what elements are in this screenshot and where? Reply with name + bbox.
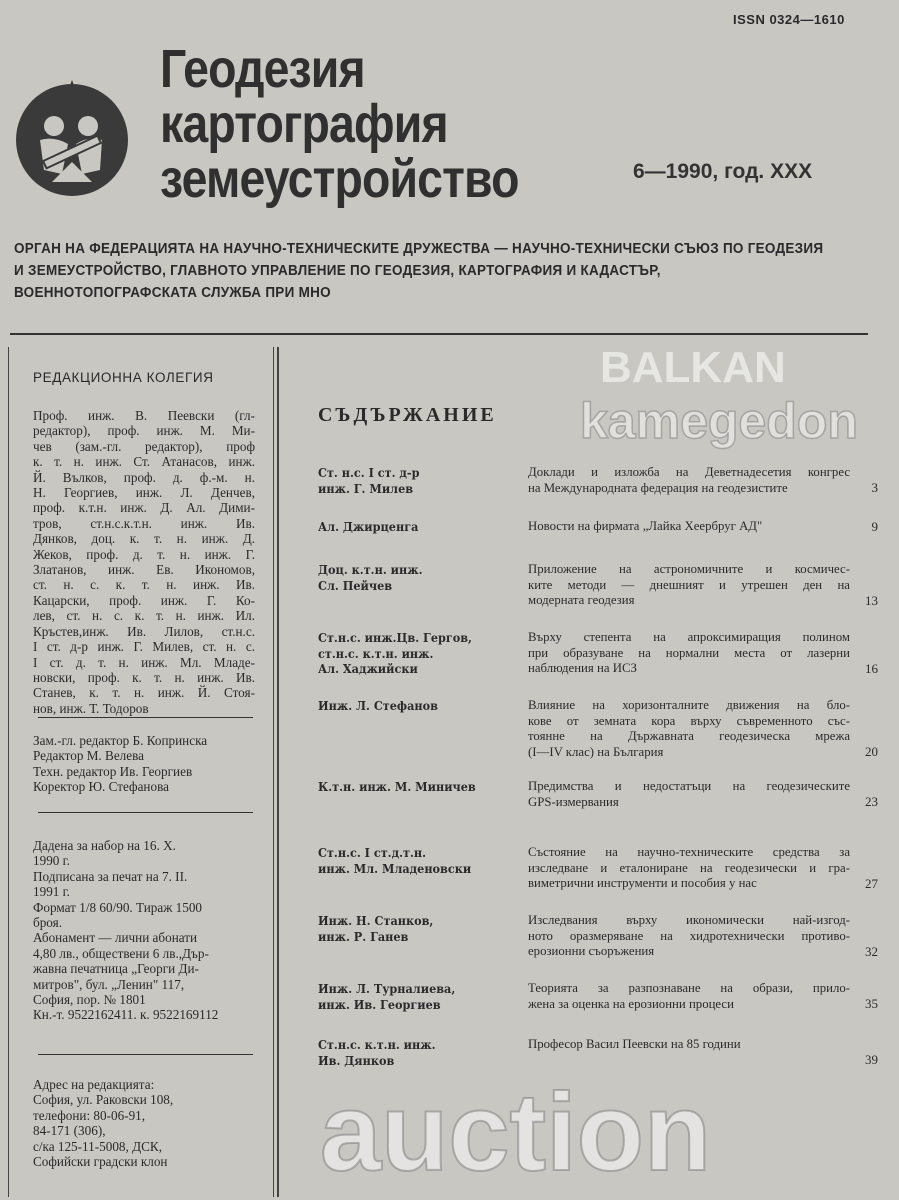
author-line: Ал. Джирценга bbox=[318, 519, 419, 534]
toc-article-title bbox=[528, 698, 850, 760]
text-line: Техн. редактор Ив. Георгиев bbox=[33, 763, 193, 779]
toc-authors bbox=[318, 630, 498, 677]
text-line: Адрес на редакцията: bbox=[33, 1077, 155, 1092]
toc-page-number: 23 bbox=[865, 794, 878, 809]
toc-article-title bbox=[528, 519, 850, 535]
journal-title-line-1: Геодезия bbox=[160, 39, 365, 99]
toc-page-number: 35 bbox=[865, 996, 878, 1011]
text-line: София, ул. Раковски 108, bbox=[33, 1092, 174, 1108]
text-line: 1990 г. bbox=[33, 853, 70, 869]
toc-authors bbox=[318, 562, 498, 593]
toc-authors bbox=[318, 845, 498, 876]
title-line: кове от земната кора върху съвременното със- bbox=[528, 713, 850, 728]
text-line: нов, инж. Т. Тодоров bbox=[33, 700, 149, 716]
title-line: Доклади и изложба на Деветнадесетия конгрес bbox=[528, 465, 850, 479]
text-line: Формат 1/8 60/90. Тираж 1500 bbox=[33, 899, 203, 915]
text-line: ст. н. с. к. т. н. инж. Ив. bbox=[33, 577, 255, 593]
text-line: митров", бул. „Ленин" 117, bbox=[33, 976, 185, 992]
toc-page-number: 16 bbox=[865, 660, 878, 676]
text-line: Кръстев,инж. Ив. Лилов, ст.н.с. bbox=[33, 623, 255, 639]
toc-page-number: 27 bbox=[865, 875, 878, 891]
text-line: чев (зам.-гл. редактор), проф bbox=[33, 438, 255, 454]
text-line: редактор), проф. инж. М. Ми- bbox=[33, 423, 255, 439]
title-line: Приложение на астрономичните и космичес- bbox=[528, 562, 850, 576]
author-line: инж. Ив. Георгиев bbox=[318, 996, 441, 1012]
toc-article-title bbox=[528, 913, 850, 960]
text-line: Зам.-гл. редактор Б. Копринска bbox=[33, 733, 208, 748]
toc-entry[interactable] bbox=[318, 562, 878, 609]
toc-authors bbox=[318, 1037, 498, 1068]
watermark: auction bbox=[320, 1071, 712, 1194]
title-line: ерозионни съоръжения bbox=[528, 944, 655, 958]
editorial-board-list bbox=[33, 408, 255, 716]
text-line: I ст. д-р инж. Г. Милев, ст. н. с. bbox=[33, 639, 255, 655]
toc-entry[interactable] bbox=[318, 630, 878, 677]
toc-entry[interactable] bbox=[318, 913, 878, 960]
toc-entry[interactable] bbox=[318, 845, 878, 892]
text-line: Редактор М. Велева bbox=[33, 748, 145, 764]
text-line: проф. к.т.н. инж. Д. Ал. Дими- bbox=[33, 500, 255, 516]
toc-page-number: 20 bbox=[865, 744, 878, 759]
text-line: с/ка 125-11-5008, ДСК, bbox=[33, 1138, 162, 1154]
editorial-staff bbox=[33, 733, 255, 795]
author-line: Ст.н.с. к.т.н. инж. bbox=[318, 1037, 436, 1052]
title-line: ното оразмеряване на хидротехнически противо- bbox=[528, 928, 850, 943]
author-line: Инж. Н. Станков, bbox=[318, 913, 434, 928]
text-line: жавна печатница „Георги Ди- bbox=[33, 961, 199, 977]
toc-article-title bbox=[528, 562, 850, 609]
toc-authors bbox=[318, 981, 498, 1012]
text-line: тров, ст.н.с.к.т.н. инж. Ив. bbox=[33, 515, 255, 531]
text-line: новски, проф. к. т. н. инж. Ив. bbox=[33, 669, 255, 685]
text-line: I ст. д. т. н. инж. Мл. Младе- bbox=[33, 654, 255, 670]
toc-page-number: 32 bbox=[865, 943, 878, 959]
text-line: Абонамент — лични абонати bbox=[33, 930, 198, 946]
text-line: броя. bbox=[33, 915, 63, 931]
title-line: виметрични инструменти и пособия у нас bbox=[528, 876, 757, 890]
watermark: kamegedon bbox=[580, 393, 858, 449]
toc-authors bbox=[318, 698, 498, 714]
editorial-address bbox=[33, 1077, 255, 1169]
title-line: модерната геодезия bbox=[528, 593, 635, 607]
text-line: лев, ст. н. с. к. т. н. инж. Ил. bbox=[33, 608, 255, 624]
author-line: Ив. Дянков bbox=[318, 1052, 395, 1068]
title-line: Професор Васил Пеевски на 85 години bbox=[528, 1037, 741, 1051]
text-line: к. т. н. инж. Ст. Атанасов, инж. bbox=[33, 454, 255, 470]
toc-article-title bbox=[528, 465, 850, 496]
title-line: ките методи — днешният и утрешен ден на bbox=[528, 577, 850, 592]
toc-page-number: 39 bbox=[865, 1052, 878, 1067]
title-line: наблюдения на ИСЗ bbox=[528, 661, 637, 675]
text-line: 1991 г. bbox=[33, 884, 70, 900]
toc-entry[interactable] bbox=[318, 465, 878, 496]
divider bbox=[38, 1054, 253, 1055]
text-line: 4,80 лв., обществени 6 лв.,Дър- bbox=[33, 945, 209, 961]
toc-entry[interactable] bbox=[318, 519, 878, 535]
author-line: ст.н.с. к.т.н. инж. bbox=[318, 645, 434, 661]
author-line: Инж. Л. Стефанов bbox=[318, 698, 438, 713]
editorial-board-heading: РЕДАКЦИОННА КОЛЕГИЯ bbox=[33, 370, 214, 385]
toc-entry[interactable] bbox=[318, 1037, 878, 1068]
text-line: Н. Георгиев, инж. Л. Денчев, bbox=[33, 485, 255, 501]
title-line: Състояние на научно-техническите средства за bbox=[528, 845, 850, 859]
author-line: инж. Мл. Младеновски bbox=[318, 860, 472, 876]
issue-number: 6—1990, год. XXX bbox=[633, 160, 813, 183]
toc-entry[interactable] bbox=[318, 981, 878, 1012]
toc-entry[interactable] bbox=[318, 698, 878, 760]
emblem-logo bbox=[12, 78, 132, 198]
text-line: телефони: 80-06-91, bbox=[33, 1107, 146, 1123]
journal-title-line-3: земеустройство bbox=[160, 149, 519, 209]
author-line: инж. Г. Милев bbox=[318, 480, 414, 496]
toc-page-number: 3 bbox=[871, 480, 878, 495]
contents-heading: СЪДЪРЖАНИЕ bbox=[318, 404, 497, 426]
text-line: Подписана за печат на 7. II. bbox=[33, 868, 188, 884]
toc-article-title bbox=[528, 981, 850, 1012]
author-line: Доц. к.т.н. инж. bbox=[318, 562, 423, 577]
divider bbox=[38, 717, 253, 718]
title-line: Предимства и недостатъци на геодезическите bbox=[528, 779, 850, 793]
author-line: Инж. Л. Турналиева, bbox=[318, 981, 456, 996]
toc-article-title bbox=[528, 630, 850, 677]
title-line: жена за оценка на ерозионни процеси bbox=[528, 996, 734, 1011]
author-line: Сл. Пейчев bbox=[318, 577, 393, 593]
author-line: Ст. н.с. I ст. д-р bbox=[318, 465, 420, 480]
toc-authors bbox=[318, 519, 498, 535]
journal-title-line-2: картография bbox=[160, 94, 448, 154]
title-line: Влияние на хоризонталните движения на бло- bbox=[528, 698, 850, 712]
column-divider bbox=[277, 347, 279, 1197]
organization-statement: ОРГАН НА ФЕДЕРАЦИЯТА НА НАУЧНО-ТЕХНИЧЕСКИТЕ ДРУЖЕСТВА — НАУЧНО-ТЕХНИЧЕСКИ СЪЮЗ ПО ГЕОДЕЗИЯ И ЗЕМЕУСТРОЙСТВО, ГЛАВНОТО УПРАВЛЕНИЕ ПО ГЕОДЕЗИЯ, КАРТОГРАФИЯ И КАДАСТЪР, ВОЕННОТОПОГРАФСКАТА СЛУЖБА ПРИ МНО bbox=[14, 241, 824, 301]
author-line: Ал. Хаджийски bbox=[318, 661, 418, 676]
text-line: Софийски градски клон bbox=[33, 1154, 168, 1170]
title-line: тоянне на Държавната геодезическа мрежа bbox=[528, 729, 850, 743]
toc-authors bbox=[318, 465, 498, 496]
toc-entry[interactable] bbox=[318, 779, 878, 810]
print-info bbox=[33, 838, 255, 1023]
text-line: Кн.-т. 9522162411. к. 9522169112 bbox=[33, 1007, 219, 1023]
title-line: (I—IV клас) на България bbox=[528, 744, 664, 759]
text-line: Проф. инж. В. Пеевски (гл- bbox=[33, 408, 255, 423]
title-line: изследване и еталониране на геодезически и гра- bbox=[528, 860, 850, 875]
text-line: Станев, к. т. н. инж. Й. Стоя- bbox=[33, 685, 255, 701]
toc-authors bbox=[318, 913, 498, 944]
text-line: Златанов, инж. Ев. Икономов, bbox=[33, 562, 255, 578]
title-line: Върху степента на апроксимиращия полином bbox=[528, 630, 850, 644]
title-line: Новости на фирмата „Лайка Хеербруг АД" bbox=[528, 519, 763, 533]
divider bbox=[38, 812, 253, 813]
title-line: Изследвания върху икономически най-изгод- bbox=[528, 913, 850, 927]
toc-article-title bbox=[528, 845, 850, 892]
text-line: Жеков, проф. д. т. н. инж. Г. bbox=[33, 546, 255, 562]
text-line: Кацарски, проф. инж. Г. Ко- bbox=[33, 592, 255, 608]
text-line: София, пор. № 1801 bbox=[33, 992, 146, 1008]
toc-article-title bbox=[528, 1037, 850, 1053]
toc-authors bbox=[318, 779, 498, 795]
text-line: Коректор Ю. Стефанова bbox=[33, 779, 169, 795]
title-line: при образуване на нормални места от лазерни bbox=[528, 645, 850, 660]
toc-article-title bbox=[528, 779, 850, 810]
title-line: Теорията за разпознаване на образи, прило- bbox=[528, 981, 850, 995]
author-line: К.т.н. инж. М. Миничев bbox=[318, 779, 476, 794]
author-line: инж. Р. Ганев bbox=[318, 928, 409, 944]
text-line: Й. Вълков, проф. д. ф.-м. н. bbox=[33, 469, 255, 485]
toc-page-number: 13 bbox=[865, 592, 878, 608]
title-line: GPS-измервания bbox=[528, 794, 619, 809]
title-line: на Международната федерация на геодезистите bbox=[528, 480, 788, 495]
text-line: Дадена за набор на 16. X. bbox=[33, 838, 176, 853]
text-line: Дянков, доц. к. т. н. инж. Д. bbox=[33, 531, 255, 547]
author-line: Ст.н.с. I ст.д.т.н. bbox=[318, 845, 427, 860]
author-line: Ст.н.с. инж.Цв. Гергов, bbox=[318, 630, 472, 645]
text-line: 84-171 (306), bbox=[33, 1123, 106, 1139]
divider bbox=[10, 333, 868, 335]
watermark: BALKAN bbox=[600, 343, 786, 392]
toc-page-number: 9 bbox=[871, 518, 878, 534]
issn: ISSN 0324—1610 bbox=[733, 12, 845, 27]
